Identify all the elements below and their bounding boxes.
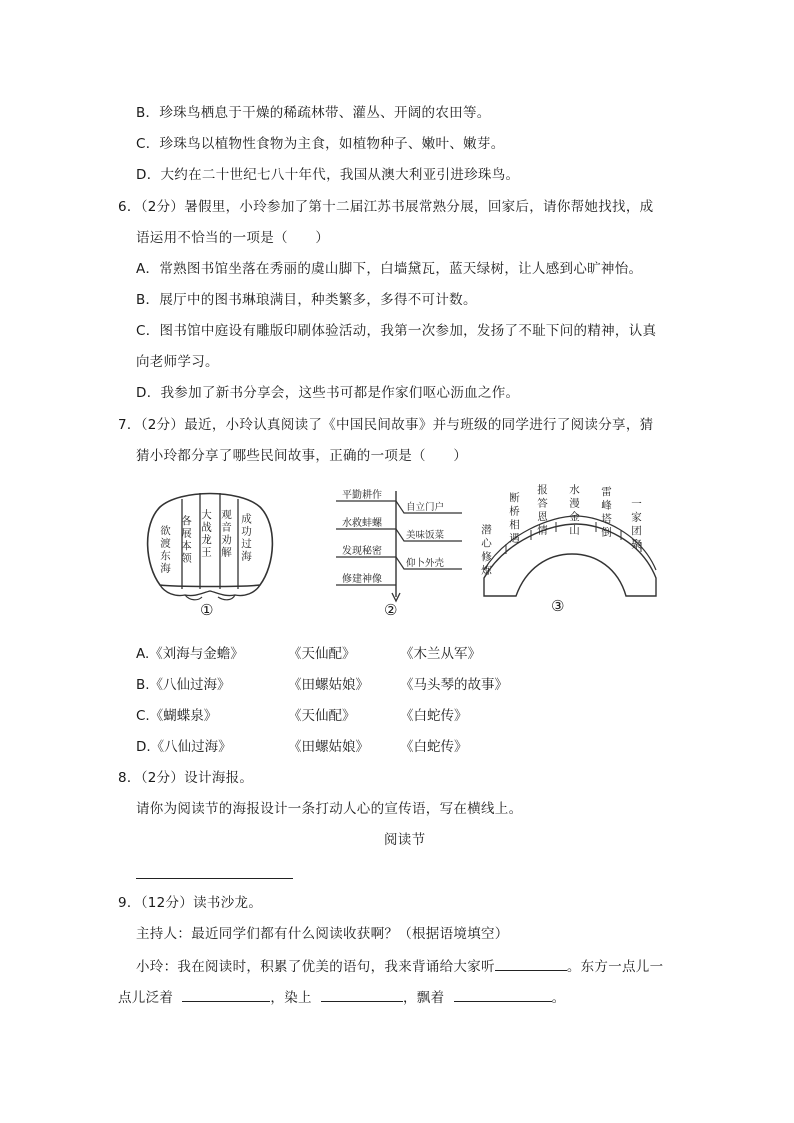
q9-blank-3[interactable] (321, 987, 403, 1002)
q9-blank-2[interactable] (182, 987, 270, 1002)
figure-shell-fan (140, 485, 280, 615)
figure2-number: ② (384, 601, 398, 619)
q8-instruction: 请你为阅读节的海报设计一条打动人心的宣传语，写在横线上。 (136, 801, 523, 817)
q9-xiaoling-text-b: 。东方一点儿一 (566, 959, 664, 975)
figure1-number: ① (200, 601, 214, 619)
q8-poster-title: 阅读节 (384, 832, 426, 848)
bridge-col-3: 报答恩情 (536, 484, 548, 538)
bridge-col-2: 断桥相遇 (508, 492, 520, 546)
figure-arch-bridge (476, 478, 666, 603)
figure3-number: ③ (551, 597, 565, 615)
q9-stem: 9．（12分）读书沙龙。 (118, 895, 263, 911)
figure-flow-tree (332, 485, 467, 610)
shell-slat-4: 观音劝解 (220, 509, 232, 559)
flow-left-2: 水救蚌螺 (342, 518, 382, 529)
q6-option-c-line2: 向老师学习。 (136, 354, 219, 370)
q9-line2-text-a: 点儿泛着 (118, 990, 174, 1006)
q9-blank-4[interactable] (454, 987, 552, 1002)
q6-stem-line1: 6．（2分）暑假里，小玲参加了第十二届江苏书展常熟分展，回家后，请你帮她找找，成 (118, 199, 654, 215)
shell-slat-2: 各展本领 (180, 515, 192, 565)
q6-option-a: A．常熟图书馆坐落在秀丽的虞山脚下，白墙黛瓦，蓝天绿树，让人感到心旷神怡。 (136, 261, 643, 277)
q9-xiaoling-text-a: 小玲：我在阅读时，积累了优美的语句，我来背诵给大家听 (136, 959, 495, 975)
q6-option-b: B．展厅中的图书琳琅满目，种类繁多，多得不可计数。 (136, 292, 477, 308)
flow-right-3: 仰卜外壳 (406, 558, 445, 569)
q6-stem-line2: 语运用不恰当的一项是（ ） (136, 230, 330, 246)
q9-blank-1[interactable] (495, 956, 567, 971)
q7-option-d-3: 《白蛇传》 (400, 739, 468, 755)
q7-option-d-2: 《田螺姑娘》 (288, 739, 369, 755)
q7-option-a-2: 《天仙配》 (288, 646, 356, 662)
q9-xiaoling-line2 (118, 987, 565, 1008)
q7-option-c-3: 《白蛇传》 (400, 708, 468, 724)
q9-line2-text-b: ，染上 (270, 990, 312, 1006)
q6-option-d: D．我参加了新书分享会，这些书可都是作家们呕心沥血之作。 (136, 385, 520, 401)
q9-host-line: 主持人：最近同学们都有什么阅读收获啊？（根据语境填空） (136, 926, 509, 942)
flow-left-1: 平勤耕作 (342, 490, 382, 501)
shell-slat-3: 大战龙王 (200, 509, 212, 559)
q7-option-a-1: A.《刘海与金蟾》 (136, 646, 244, 662)
q7-stem-line2: 猜小玲都分享了哪些民间故事，正确的一项是（ ） (136, 448, 468, 464)
flow-right-2: 美味饭菜 (406, 530, 445, 541)
bridge-col-5: 雷峰塔倒 (600, 486, 612, 540)
q7-option-b-1: B.《八仙过海》 (136, 677, 231, 693)
q6-option-c-line1: C．图书馆中庭设有雕版印刷体验活动，我第一次参加，发扬了不耻下问的精神，认真 (136, 323, 657, 339)
q5-option-c: C．珍珠鸟以植物性食物为主食，如植物种子、嫩叶、嫩芽。 (136, 136, 505, 152)
q7-option-c-1: C.《蝴蝶泉》 (136, 708, 218, 724)
flow-right-1: 自立门户 (406, 502, 445, 513)
bridge-col-4: 水漫金山 (568, 484, 580, 538)
bridge-col-6: 一家团聚 (630, 498, 642, 552)
q8-answer-line[interactable] (136, 878, 293, 879)
q7-option-a-3: 《木兰从军》 (400, 646, 481, 662)
q9-xiaoling-line1 (136, 956, 663, 977)
q7-option-c-2: 《天仙配》 (288, 708, 356, 724)
q7-stem-line1: 7．（2分）最近，小玲认真阅读了《中国民间故事》并与班级的同学进行了阅读分享，猜 (118, 417, 654, 433)
bridge-col-1: 潜心修炼 (480, 524, 492, 578)
flow-left-3: 发现秘密 (342, 546, 382, 557)
q7-option-d-1: D.《八仙过海》 (136, 739, 232, 755)
q5-option-d: D．大约在二十世纪七八十年代，我国从澳大利亚引进珍珠鸟。 (136, 167, 520, 183)
q7-option-b-2: 《田螺姑娘》 (288, 677, 369, 693)
q9-line2-text-d: 。 (551, 990, 566, 1006)
shell-slat-1: 欲渡东海 (159, 525, 171, 575)
shell-slat-5: 成功过海 (240, 513, 252, 563)
flow-left-4: 修建神像 (342, 574, 382, 585)
q7-option-b-3: 《马头琴的故事》 (400, 677, 508, 693)
q9-line2-text-c: ，飘着 (402, 990, 445, 1006)
q5-option-b: B．珍珠鸟栖息于干燥的稀疏林带、灌丛、开阔的农田等。 (136, 105, 491, 121)
q8-stem: 8．（2分）设计海报。 (118, 770, 254, 786)
